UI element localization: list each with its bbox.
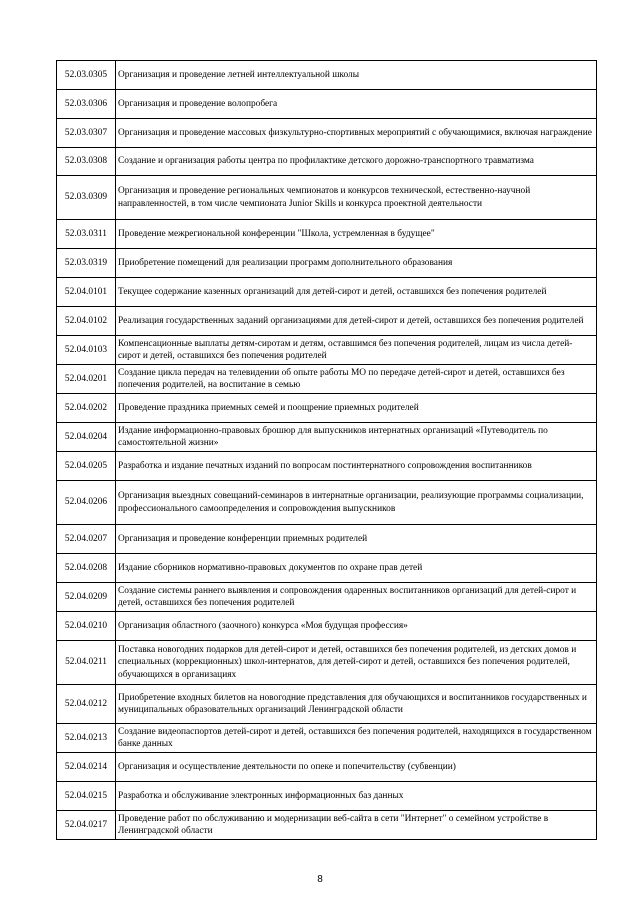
- table-row: [57, 220, 597, 249]
- code-cell: 52.04.0217: [57, 811, 116, 840]
- table-row: [57, 612, 597, 641]
- description-cell: Организация и проведение региональных чемпионатов и конкурсов технической, естественно-научной направленностей, в том числе чемпионата Junior Skills и конкурса проектной деятельности: [116, 176, 597, 220]
- description-cell: Текущее содержание казенных организаций для детей-сирот и детей, оставшихся без попечения родителей: [116, 278, 597, 307]
- code-cell: 52.04.0214: [57, 753, 116, 782]
- code-cell: 52.03.0306: [57, 90, 116, 119]
- table-row: [57, 394, 597, 423]
- description-cell: Создание видеопаспортов детей-сирот и детей, оставшихся без попечения родителей, находящихся в государственном банке данных: [116, 724, 597, 753]
- code-cell: 52.03.0309: [57, 176, 116, 220]
- code-cell: 52.04.0206: [57, 481, 116, 525]
- code-cell: 52.03.0305: [57, 61, 116, 90]
- code-cell: 52.04.0204: [57, 423, 116, 452]
- code-cell: 52.04.0212: [57, 685, 116, 724]
- description-cell: Организация и осуществление деятельности по опеке и попечительству (субвенции): [116, 753, 597, 782]
- description-cell: Проведение межрегиональной конференции "Школа, устремленная в будущее": [116, 220, 597, 249]
- description-cell: Организация областного (заочного) конкурса «Моя будущая профессия»: [116, 612, 597, 641]
- code-cell: 52.04.0215: [57, 782, 116, 811]
- table-row: [57, 452, 597, 481]
- description-cell: Поставка новогодних подарков для детей-сирот и детей, оставшихся без попечения родителей, из детских домов и специальных (коррекционных) школ-интернатов, для детей-сирот и детей, оставшихся без попечения родителей, обучающихся в организациях: [116, 641, 597, 685]
- description-cell: Издание информационно-правовых брошюр для выпускников интернатных организаций «Путеводитель по самостоятельной жизни»: [116, 423, 597, 452]
- code-cell: 52.04.0201: [57, 365, 116, 394]
- description-cell: Организация и проведение массовых физкультурно-спортивных мероприятий с обучающимися, включая награждение: [116, 119, 597, 148]
- table-row: [57, 176, 597, 220]
- description-cell: Организация и проведение волопробега: [116, 90, 597, 119]
- description-cell: Проведение работ по обслуживанию и модернизации веб-сайта в сети "Интернет" о семейном устройстве в Ленинградской области: [116, 811, 597, 840]
- description-cell: Издание сборников нормативно-правовых документов по охране прав детей: [116, 554, 597, 583]
- table-row: [57, 554, 597, 583]
- code-cell: 52.04.0208: [57, 554, 116, 583]
- code-cell: 52.04.0207: [57, 525, 116, 554]
- table-row: [57, 525, 597, 554]
- code-cell: 52.03.0308: [57, 148, 116, 176]
- table-row: [57, 365, 597, 394]
- code-cell: 52.04.0209: [57, 583, 116, 612]
- budget-codes-table: [56, 60, 597, 840]
- code-cell: 52.03.0311: [57, 220, 116, 249]
- description-cell: Приобретение входных билетов на новогодние представления для обучающихся и воспитанников государственных и муниципальных образовательных организаций Ленинградской области: [116, 685, 597, 724]
- description-cell: Организация и проведение конференции приемных родителей: [116, 525, 597, 554]
- description-cell: Создание системы раннего выявления и сопровождения одаренных воспитанников организаций для детей-сирот и детей, оставшихся без попечения родителей: [116, 583, 597, 612]
- code-cell: 52.03.0319: [57, 249, 116, 278]
- table-row: [57, 423, 597, 452]
- table-row: [57, 119, 597, 148]
- code-cell: 52.04.0205: [57, 452, 116, 481]
- description-cell: Проведение праздника приемных семей и поощрение приемных родителей: [116, 394, 597, 423]
- table-row: [57, 641, 597, 685]
- table-row: [57, 583, 597, 612]
- table-row: [57, 685, 597, 724]
- table-row: [57, 724, 597, 753]
- description-cell: Разработка и издание печатных изданий по вопросам постинтернатного сопровождения воспитанников: [116, 452, 597, 481]
- description-cell: Создание и организация работы центра по профилактике детского дорожно-транспортного травматизма: [116, 148, 597, 176]
- table-row: [57, 90, 597, 119]
- code-cell: 52.03.0307: [57, 119, 116, 148]
- table-row: [57, 278, 597, 307]
- page-number: 8: [317, 874, 323, 885]
- table-row: [57, 782, 597, 811]
- table-row: [57, 753, 597, 782]
- description-cell: Реализация государственных заданий организациями для детей-сирот и детей, оставшихся без попечения родителей: [116, 307, 597, 336]
- table-row: [57, 249, 597, 278]
- table-row: [57, 61, 597, 90]
- description-cell: Организация и проведение летней интеллектуальной школы: [116, 61, 597, 90]
- table-row: [57, 481, 597, 525]
- table-row: [57, 336, 597, 365]
- description-cell: Приобретение помещений для реализации программ дополнительного образования: [116, 249, 597, 278]
- table-body: [57, 61, 597, 840]
- code-cell: 52.04.0210: [57, 612, 116, 641]
- code-cell: 52.04.0101: [57, 278, 116, 307]
- description-cell: Организация выездных совещаний-семинаров в интернатные организации, реализующие программы социализации, профессионального самоопределения и сопровождения выпускников: [116, 481, 597, 525]
- code-cell: 52.04.0102: [57, 307, 116, 336]
- table-row: [57, 307, 597, 336]
- table-row: [57, 148, 597, 176]
- code-cell: 52.04.0103: [57, 336, 116, 365]
- description-cell: Разработка и обслуживание электронных информационных баз данных: [116, 782, 597, 811]
- code-cell: 52.04.0213: [57, 724, 116, 753]
- description-cell: Компенсационные выплаты детям-сиротам и детям, оставшимся без попечения родителей, лицам из числа детей-сирот и детей, оставшихся без попечения родителей: [116, 336, 597, 365]
- code-cell: 52.04.0202: [57, 394, 116, 423]
- code-cell: 52.04.0211: [57, 641, 116, 685]
- table-row: [57, 811, 597, 840]
- description-cell: Создание цикла передач на телевидении об опыте работы МО по передаче детей-сирот и детей, оставшихся без попечения родителей, на воспитание в семью: [116, 365, 597, 394]
